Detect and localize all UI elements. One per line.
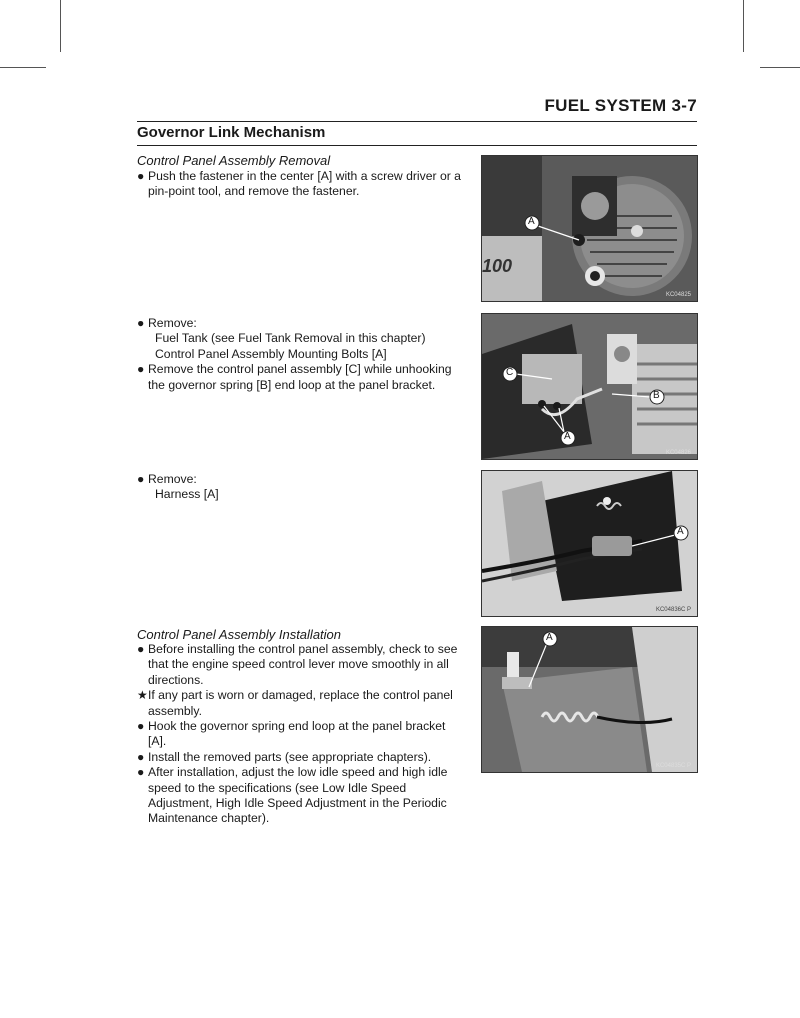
figure-id: KC04826 [665,450,691,456]
callout-overlay [482,156,697,301]
remove-steps-3 [137,472,467,503]
page-header: FUEL SYSTEM 3-7 [544,96,697,115]
section-title: Governor Link Mechanism [137,124,326,141]
step-item [137,642,467,688]
crop-mark [743,0,744,52]
callout-overlay [482,471,697,616]
step-text: Hook the governor spring end loop at the panel bracket [A]. [148,719,446,749]
step-item [137,765,467,827]
step-item [137,169,467,200]
bullet-mark: ● [137,169,145,183]
step-item [137,750,467,765]
bullet-mark: ● [137,642,145,656]
callout-label-b: B [653,390,660,401]
section-rule [137,145,697,146]
figure-id: KC04835C P [655,763,691,769]
installation-subtitle: Control Panel Assembly Installation [137,627,342,642]
step-subitem [137,347,467,362]
header-rule [137,121,697,122]
photo-spring-installation [481,626,698,773]
photo-panel-removal [481,313,698,460]
photo-harness-removal [481,470,698,617]
callout-label-a: A [546,632,553,643]
step-item [137,316,467,331]
bullet-mark: ● [137,316,145,330]
bullet-mark: ● [137,749,145,764]
step-text: If any part is worn or damaged, replace the control panel assembly. [148,688,453,718]
step-item [137,472,467,487]
engine-brand-text: 100 [482,256,513,276]
removal-steps [137,169,467,200]
step-text: Remove the control panel assembly [C] while unhooking the governor spring [B] end loop at the panel bracket. [148,362,452,392]
step-text: Remove: [148,316,197,330]
figure-id: KC04836C P [655,607,691,613]
step-subitem [137,487,467,502]
bullet-mark: ● [137,362,145,377]
remove-steps-2 [137,316,467,393]
callout-overlay [482,627,697,772]
crop-mark [0,67,46,68]
bullet-mark: ● [137,719,145,734]
step-text: Fuel Tank (see Fuel Tank Removal in this chapter) [155,331,426,346]
callout-overlay [482,314,697,459]
step-text: Control Panel Assembly Mounting Bolts [A] [155,346,387,361]
step-subitem [137,331,467,346]
bullet-mark: ● [137,765,145,780]
step-text: Install the removed parts (see appropriate chapters). [148,749,432,764]
step-item [137,362,467,393]
step-text: Push the fastener in the center [A] with a screw driver or a pin-point tool, and remove the fastener. [148,169,461,199]
figure-id: KC04825 [665,292,691,298]
step-item [137,688,467,719]
star-mark: ★ [137,688,148,703]
bullet-mark: ● [137,472,145,486]
installation-steps [137,642,467,827]
crop-mark [760,67,800,68]
step-text: Remove: [148,472,197,486]
step-text: Harness [A] [155,487,219,502]
callout-label-a: A [564,431,571,442]
step-item [137,719,467,750]
photo-fastener-removal [481,155,698,302]
removal-subtitle: Control Panel Assembly Removal [137,153,331,168]
crop-mark [60,0,61,52]
callout-label-a: A [528,216,535,227]
step-text: After installation, adjust the low idle speed and high idle speed to the specifications (see Low Idle Speed Adjustment, High Idle Speed Adjustment in the Periodic Maintenance chapter). [148,765,448,826]
step-text: Before installing the control panel assembly, check to see that the engine speed control lever move smoothly in all directions. [148,642,458,687]
callout-label-c: C [506,367,514,378]
callout-label-a: A [677,526,684,537]
